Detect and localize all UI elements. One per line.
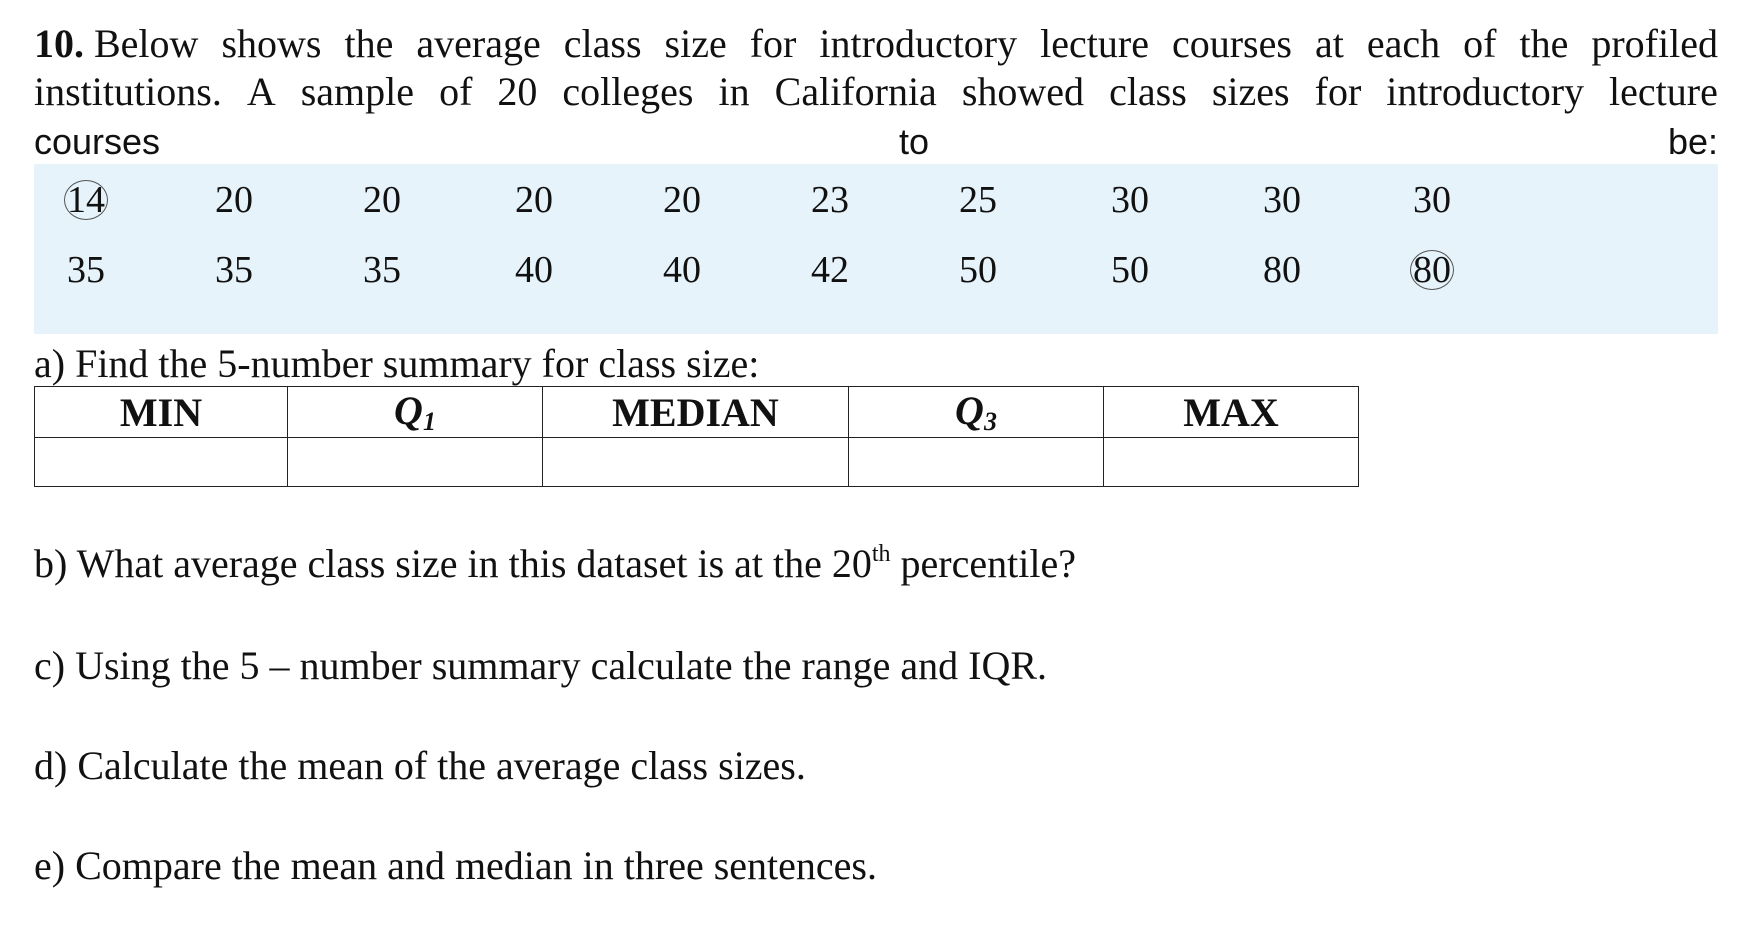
intro-line-2-word: lecture — [1609, 69, 1718, 114]
intro-line-2-word: sample — [300, 69, 415, 114]
data-value: 50 — [959, 249, 997, 291]
intro-line-1-word: introductory — [819, 21, 1018, 66]
intro-word-to: to — [898, 121, 930, 162]
intro-line-2-word: 20 — [497, 69, 538, 114]
part-d-question: d) Calculate the mean of the average class sizes. — [34, 743, 806, 788]
data-value-cell — [184, 178, 284, 222]
data-value-cell — [632, 178, 732, 222]
intro-line-1-word: average — [416, 21, 541, 66]
q3-subscript: 3 — [983, 407, 997, 436]
data-value: 20 — [515, 179, 553, 221]
data-value-cell — [36, 178, 136, 222]
data-value: 20 — [215, 179, 253, 221]
intro-line-1-text — [94, 20, 1718, 68]
intro-word-be: be: — [1667, 121, 1718, 162]
intro-line-2-word: showed — [961, 69, 1085, 114]
intro-line-1-word: courses — [1171, 21, 1292, 66]
data-value-cell — [332, 178, 432, 222]
part-b-superscript: th — [871, 541, 891, 567]
data-value: 40 — [663, 249, 701, 291]
five-number-summary-table — [34, 386, 1359, 487]
data-value: 35 — [215, 249, 253, 291]
header-min: MIN — [35, 387, 288, 438]
data-value: 30 — [1111, 179, 1149, 221]
data-value-cell — [1232, 248, 1332, 292]
part-c-question: c) Using the 5 – number summary calculate the range and IQR. — [34, 643, 1048, 688]
data-value: 30 — [1413, 179, 1451, 221]
answer-cell-max[interactable] — [1104, 438, 1359, 487]
data-value-cell — [1382, 248, 1482, 292]
problem-number: 10. — [34, 21, 84, 66]
q1-subscript: 1 — [422, 407, 436, 436]
data-value-cell — [1080, 248, 1180, 292]
intro-line-1-word: for — [749, 21, 797, 66]
intro-line-2-word: A — [246, 69, 276, 114]
intro-line-2-word: in — [718, 69, 750, 114]
intro-line-1-word: shows — [221, 21, 322, 66]
circled-data-value: 80 — [1410, 250, 1454, 290]
data-value: 42 — [811, 249, 849, 291]
intro-line-1-word: the — [1519, 21, 1569, 66]
intro-line-1-word: class — [563, 21, 642, 66]
data-value: 50 — [1111, 249, 1149, 291]
part-e-question: e) Compare the mean and median in three sentences. — [34, 843, 877, 888]
data-value-cell — [1382, 178, 1482, 222]
part-b-text: b) What average class size in this dataset is at the 20 — [34, 541, 872, 586]
header-max: MAX — [1104, 387, 1359, 438]
intro-line-2-word: of — [439, 69, 473, 114]
data-value-cell — [632, 248, 732, 292]
answer-cell-min[interactable] — [35, 438, 288, 487]
intro-line-1-word: of — [1463, 21, 1497, 66]
data-value: 20 — [663, 179, 701, 221]
class-size-data-panel — [34, 164, 1718, 334]
intro-word-courses: courses — [34, 121, 161, 162]
data-value-cell — [332, 248, 432, 292]
header-q3 — [849, 387, 1104, 438]
summary-header-row — [35, 387, 1359, 438]
data-value-cell — [1080, 178, 1180, 222]
data-value-cell — [184, 248, 284, 292]
answer-cell-median[interactable] — [543, 438, 849, 487]
answer-cell-q3[interactable] — [849, 438, 1104, 487]
intro-line-2-word: institutions. — [34, 69, 222, 114]
data-value-cell — [780, 248, 880, 292]
answer-cell-q1[interactable] — [288, 438, 543, 487]
header-median: MEDIAN — [543, 387, 849, 438]
intro-line-2-word: introductory — [1386, 69, 1585, 114]
data-value-cell — [36, 248, 136, 292]
part-a-question: a) Find the 5-number summary for class size: — [34, 341, 760, 386]
intro-line-1-word: the — [344, 21, 394, 66]
data-value-cell — [928, 178, 1028, 222]
problem-intro-line-1 — [34, 20, 1718, 68]
intro-line-2-word: California — [774, 69, 937, 114]
q1-symbol: Q — [394, 388, 423, 433]
intro-line-2-word: for — [1314, 69, 1362, 114]
circled-data-value: 14 — [64, 180, 108, 220]
intro-line-2-word: class — [1109, 69, 1187, 114]
intro-line-1-word: lecture — [1040, 21, 1149, 66]
intro-line-1-word: Below — [94, 21, 199, 66]
data-value: 40 — [515, 249, 553, 291]
intro-line-2-word: sizes — [1211, 69, 1290, 114]
problem-intro-line-2 — [34, 68, 1718, 116]
data-value: 30 — [1263, 179, 1301, 221]
intro-line-1-word: each — [1366, 21, 1441, 66]
q3-symbol: Q — [955, 388, 984, 433]
data-value: 35 — [67, 249, 105, 291]
intro-line-1-word: profiled — [1591, 21, 1718, 66]
summary-answer-row — [35, 438, 1359, 487]
intro-line-1-word: at — [1314, 21, 1344, 66]
intro-line-1-word: size — [664, 21, 727, 66]
data-value: 35 — [363, 249, 401, 291]
data-value-cell — [780, 178, 880, 222]
data-value: 80 — [1263, 249, 1301, 291]
intro-line-2-word: colleges — [562, 69, 694, 114]
part-b-question — [34, 540, 1718, 588]
header-q1 — [288, 387, 543, 438]
problem-intro-line-3 — [34, 120, 1718, 164]
data-value-cell — [484, 178, 584, 222]
part-b-text-end: percentile? — [890, 541, 1076, 586]
data-value-cell — [484, 248, 584, 292]
data-value: 25 — [959, 179, 997, 221]
data-value-cell — [1232, 178, 1332, 222]
data-value-cell — [928, 248, 1028, 292]
data-value: 20 — [363, 179, 401, 221]
data-value: 23 — [811, 179, 849, 221]
